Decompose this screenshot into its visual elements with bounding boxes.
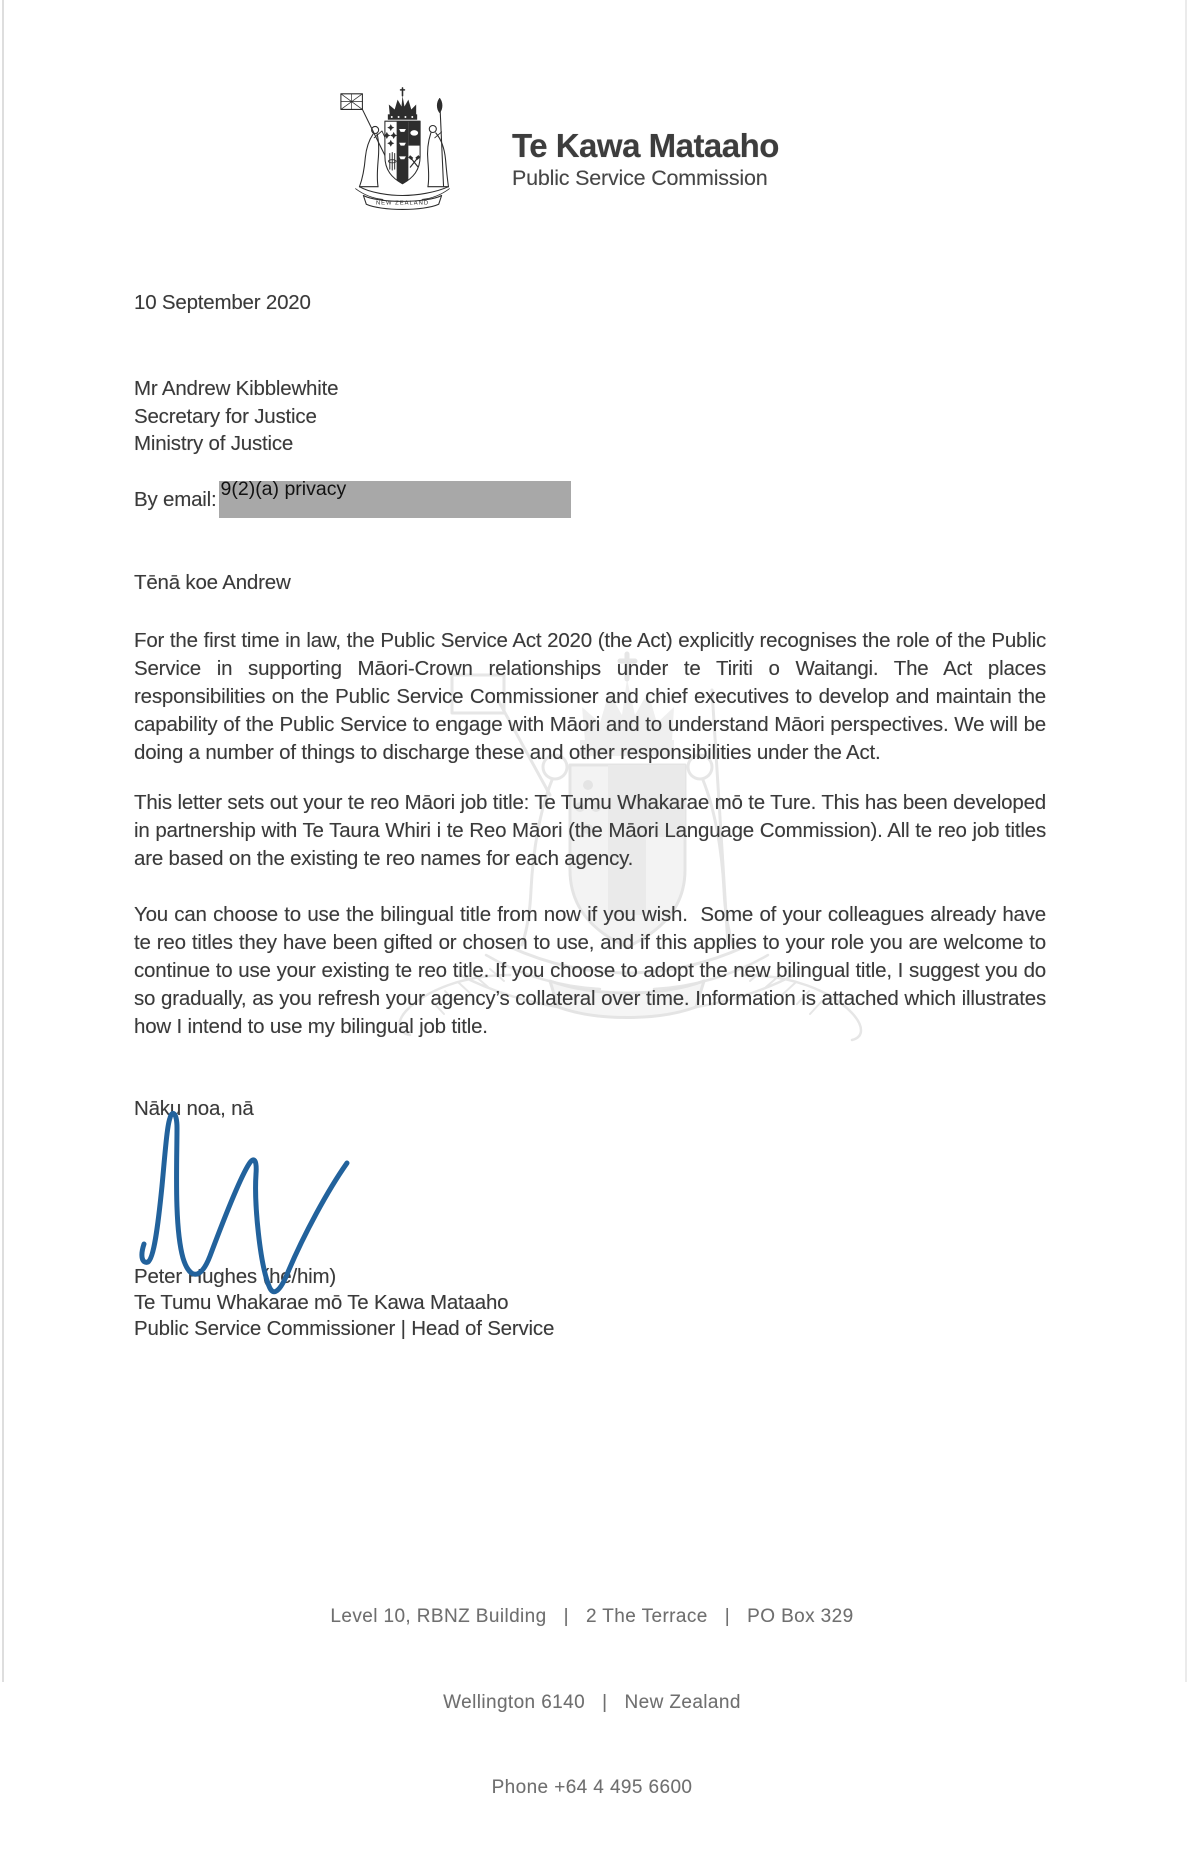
redaction-reason-label: 9(2)(a) privacy xyxy=(220,478,347,500)
recipient-block xyxy=(134,375,338,458)
signatory-title-maori: Te Tumu Whakarae mō Te Kawa Mataaho xyxy=(134,1291,509,1314)
recipient-name: Mr Andrew Kibblewhite xyxy=(134,377,339,400)
delivery-method-row xyxy=(134,478,571,518)
salutation: Tēnā koe Andrew xyxy=(134,571,291,594)
redaction-box xyxy=(219,478,571,518)
signatory-title-english: Public Service Commissioner | Head of Service xyxy=(134,1317,555,1340)
org-name-maori: Te Kawa Mataaho xyxy=(512,127,779,164)
letter-date: 10 September 2020 xyxy=(134,291,311,314)
footer-phone-line: Phone +64 4 495 6600 xyxy=(491,1777,693,1798)
footer-city-line: Wellington 6140 | New Zealand xyxy=(443,1691,741,1713)
nz-coat-of-arms-icon xyxy=(334,85,471,217)
footer-address-line: Level 10, RBNZ Building | 2 The Terrace | PO Box 329 xyxy=(330,1606,854,1627)
crest-banner-text: NEW ZEALAND xyxy=(375,200,430,207)
closing-salutation: Nāku noa, nā xyxy=(134,1097,254,1120)
letter-footer xyxy=(0,1546,1184,1860)
recipient-title: Secretary for Justice xyxy=(134,404,317,428)
signatory-name: Peter Hughes (he/him) xyxy=(134,1265,337,1288)
recipient-organisation: Ministry of Justice xyxy=(134,432,294,455)
scan-edge-artifact-right xyxy=(1185,0,1187,1682)
body-paragraph-2: This letter sets out your te reo Māori job title: Te Tumu Whakarae mō te Ture. This has been developed in partnership with Te Taura Whiri i te Reo Māori (the Māori Language Commission). All te reo job titles are based on the existing te reo names for each agency. xyxy=(134,791,1052,870)
by-email-label: By email: xyxy=(134,488,217,511)
body-paragraph-1: For the first time in law, the Public Service Act 2020 (the Act) explicitly recognises the role of the Public Service in supporting Māori-Crown relationships under te Tiriti o Waitangi. The Act places responsibilities on the Public Service Commissioner and chief executives to develop and maintain the capability of the Public Service to engage with Māori and to understand Māori perspectives. We will be doing a number of things to discharge these and other responsibilities under the Act. xyxy=(134,629,1052,764)
scan-edge-artifact-left xyxy=(2,0,4,1682)
body-paragraph-3: You can choose to use the bilingual title from now if you wish. Some of your colleagues already have te reo titles they have been gifted or chosen to use, and if this applies to your role you are welcome to continue to use your existing te reo title. If you choose to adopt the new bilingual title, I suggest you do so gradually, as you refresh your agency’s collateral over time. Information is attached which illustrates how I intend to use my bilingual job title. xyxy=(134,903,1052,1038)
org-name-english: Public Service Commission xyxy=(512,166,768,190)
handwritten-signature xyxy=(136,1106,356,1306)
